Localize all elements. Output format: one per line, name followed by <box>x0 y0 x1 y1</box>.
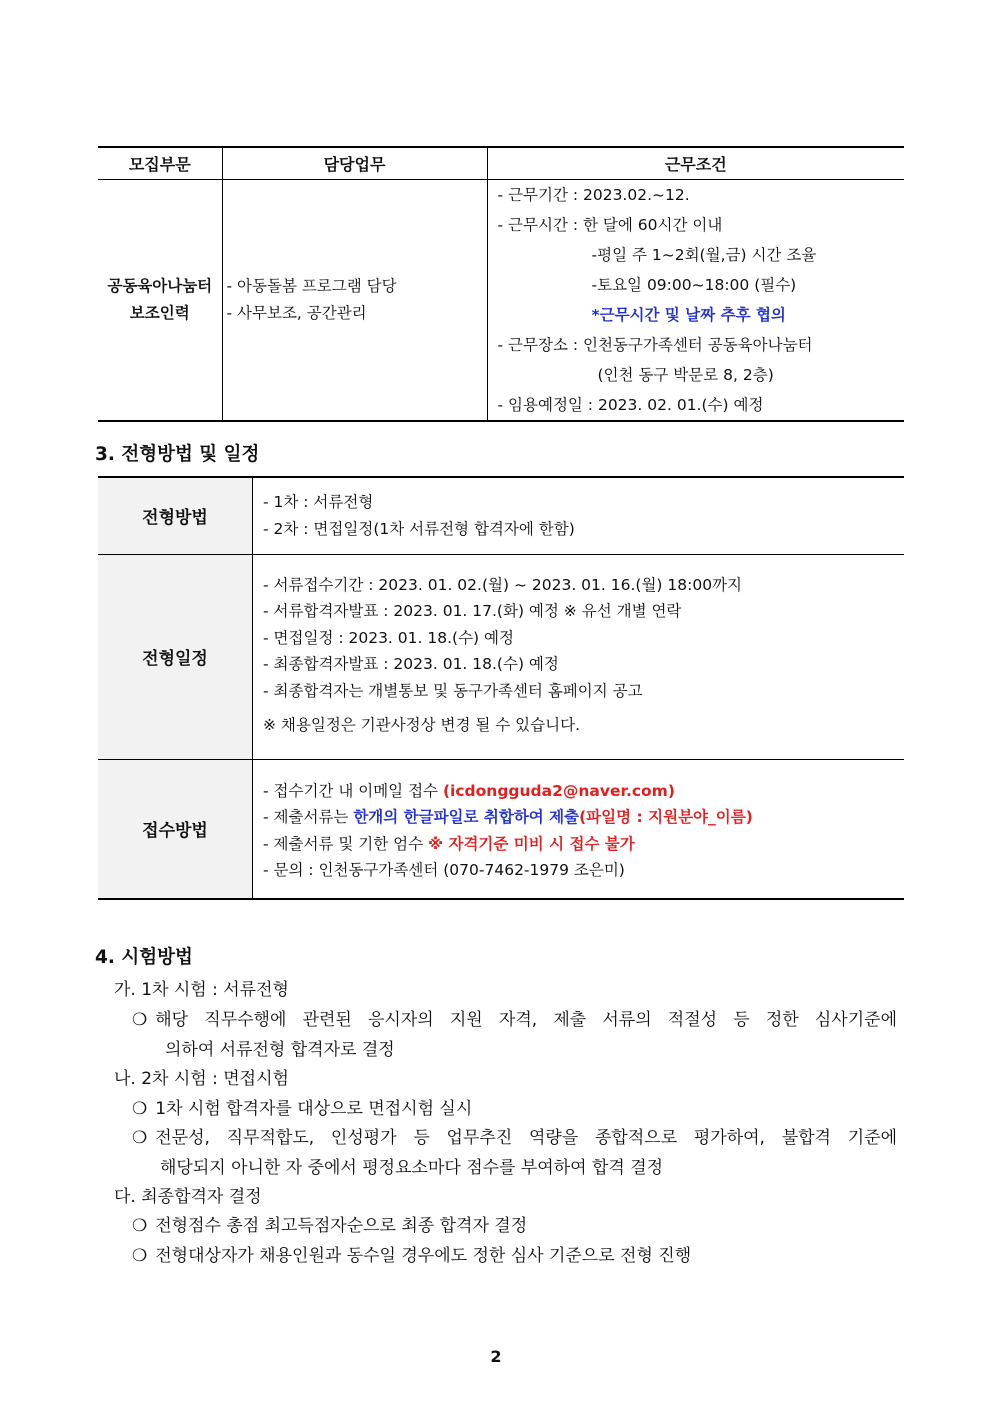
dept-cell <box>98 180 222 422</box>
dept-name: 공동육아나눔터 <box>107 277 213 295</box>
schedule-note: ※ 채용일정은 기관사정상 변경 될 수 있습니다. <box>263 716 580 734</box>
apply-documents-line <box>263 804 904 831</box>
duty-item: - 사무보조, 공간관리 <box>226 304 367 322</box>
schedule-label: 전형일정 <box>98 554 253 759</box>
a-item1-text: 해당 직무수행에 관련된 응시자의 지원 자격, 제출 서류의 적절성 등 정한 심사기준에 <box>155 1010 897 1030</box>
bullet-icon: ❍ <box>132 1099 148 1119</box>
schedule-row <box>98 554 904 759</box>
conditions-cell <box>487 180 904 422</box>
page-number: 2 <box>490 1347 502 1366</box>
method-label: 전형방법 <box>98 477 253 554</box>
apply-filename-rule: (파일명 : 지원분야_이름) <box>579 808 753 826</box>
method-row <box>98 477 904 554</box>
c-item2-text: 전형대상자가 채용인원과 동수일 경우에도 정한 심사 기준으로 전형 진행 <box>155 1246 692 1266</box>
b-item1-text: 1차 시험 합격자를 대상으로 면접시험 실시 <box>155 1099 473 1119</box>
bullet-icon: ❍ <box>132 1246 148 1266</box>
schedule-item: - 서류접수기간 : 2023. 01. 02.(월) ~ 2023. 01. 16.(월) 18:00까지 <box>263 575 743 594</box>
schedule-body <box>253 554 905 759</box>
dept-role: 보조인력 <box>129 304 190 322</box>
method-second-round: - 2차 : 면접일정(1차 서류전형 합격자에 한함) <box>263 519 575 538</box>
condition-saturday: -토요일 09:00~18:00 (필수) <box>591 276 797 294</box>
header-duty: 담당업무 <box>222 147 487 180</box>
a-item1-line2: 의하여 서류전형 합격자로 결정 <box>165 1040 395 1060</box>
condition-negotiation-note: *근무시간 및 날짜 추후 협의 <box>591 306 786 324</box>
apply-documents-prefix: - 제출서류는 <box>263 808 354 826</box>
apply-deadline-prefix: - 제출서류 및 기한 엄수 <box>263 834 428 853</box>
apply-deadline-warning: ※ 자격기준 미비 시 접수 불가 <box>428 834 635 853</box>
b-item1 <box>132 1094 472 1119</box>
schedule-item: - 서류합격자발표 : 2023. 01. 17.(화) 예정 ※ 유선 개별 연락 <box>263 602 682 620</box>
condition-location: - 근무장소 : 인천동구가족센터 공동육아나눔터 <box>497 336 813 354</box>
c-item1-text: 전형점수 총점 최고득점자순으로 최종 합격자 결정 <box>155 1216 528 1236</box>
bullet-icon: ❍ <box>132 1216 148 1236</box>
a-item1-line1 <box>132 1005 897 1030</box>
selection-table <box>98 476 904 900</box>
condition-address: (인천 동구 박문로 8, 2층) <box>597 366 774 384</box>
sub-a-title: 가. 1차 시험 : 서류전형 <box>114 980 289 1000</box>
header-conditions: 근무조건 <box>487 147 904 180</box>
method-body <box>253 477 905 554</box>
section4-title: 4. 시험방법 <box>95 947 193 968</box>
method-first-round: - 1차 : 서류전형 <box>263 493 374 511</box>
bullet-icon: ❍ <box>132 1128 148 1148</box>
b-item2-line1 <box>132 1123 897 1148</box>
header-dept: 모집부문 <box>98 147 222 180</box>
apply-email: (icdongguda2@naver.com) <box>442 781 675 800</box>
recruitment-table <box>98 146 904 422</box>
apply-email-prefix: - 접수기간 내 이메일 접수 <box>263 781 443 800</box>
condition-period: - 근무기간 : 2023.02.~12. <box>497 186 690 204</box>
c-item2 <box>132 1241 691 1266</box>
condition-hours: - 근무시간 : 한 달에 60시간 이내 <box>497 216 723 234</box>
condition-start-date: - 임용예정일 : 2023. 02. 01.(수) 예정 <box>497 396 764 414</box>
apply-deadline-line <box>263 831 904 858</box>
b-item2-text: 전문성, 직무적합도, 인성평가 등 업무추진 역량을 종합적으로 평가하여, 불합격 기준에 <box>155 1128 897 1148</box>
duty-item: - 아동돌봄 프로그램 담당 <box>226 277 397 295</box>
c-item1 <box>132 1211 527 1236</box>
apply-contact-line: - 문의 : 인천동구가족센터 (070-7462-1979 조은미) <box>263 861 625 879</box>
apply-label: 접수방법 <box>98 759 253 899</box>
condition-weekday: -평일 주 1~2회(월,금) 시간 조율 <box>591 246 817 264</box>
b-item2-line2: 해당되지 아니한 자 중에서 평정요소마다 점수를 부여하여 합격 결정 <box>160 1158 664 1178</box>
schedule-item: - 최종합격자는 개별통보 및 동구가족센터 홈페이지 공고 <box>263 681 643 700</box>
schedule-item: - 최종합격자발표 : 2023. 01. 18.(수) 예정 <box>263 655 559 673</box>
apply-body <box>253 759 905 899</box>
apply-email-line <box>263 778 904 805</box>
section3-title: 3. 전형방법 및 일정 <box>95 444 260 465</box>
sub-c-title: 다. 최종합격자 결정 <box>114 1187 262 1207</box>
recruitment-header-row <box>98 147 904 180</box>
apply-documents-instruction: 한개의 한글파일로 취합하여 제출 <box>353 808 580 826</box>
schedule-item: - 면접일정 : 2023. 01. 18.(수) 예정 <box>263 628 514 647</box>
apply-row <box>98 759 904 899</box>
sub-b-title: 나. 2차 시험 : 면접시험 <box>114 1069 289 1089</box>
duty-cell <box>222 180 487 422</box>
recruitment-row <box>98 180 904 422</box>
bullet-icon: ❍ <box>132 1010 148 1030</box>
